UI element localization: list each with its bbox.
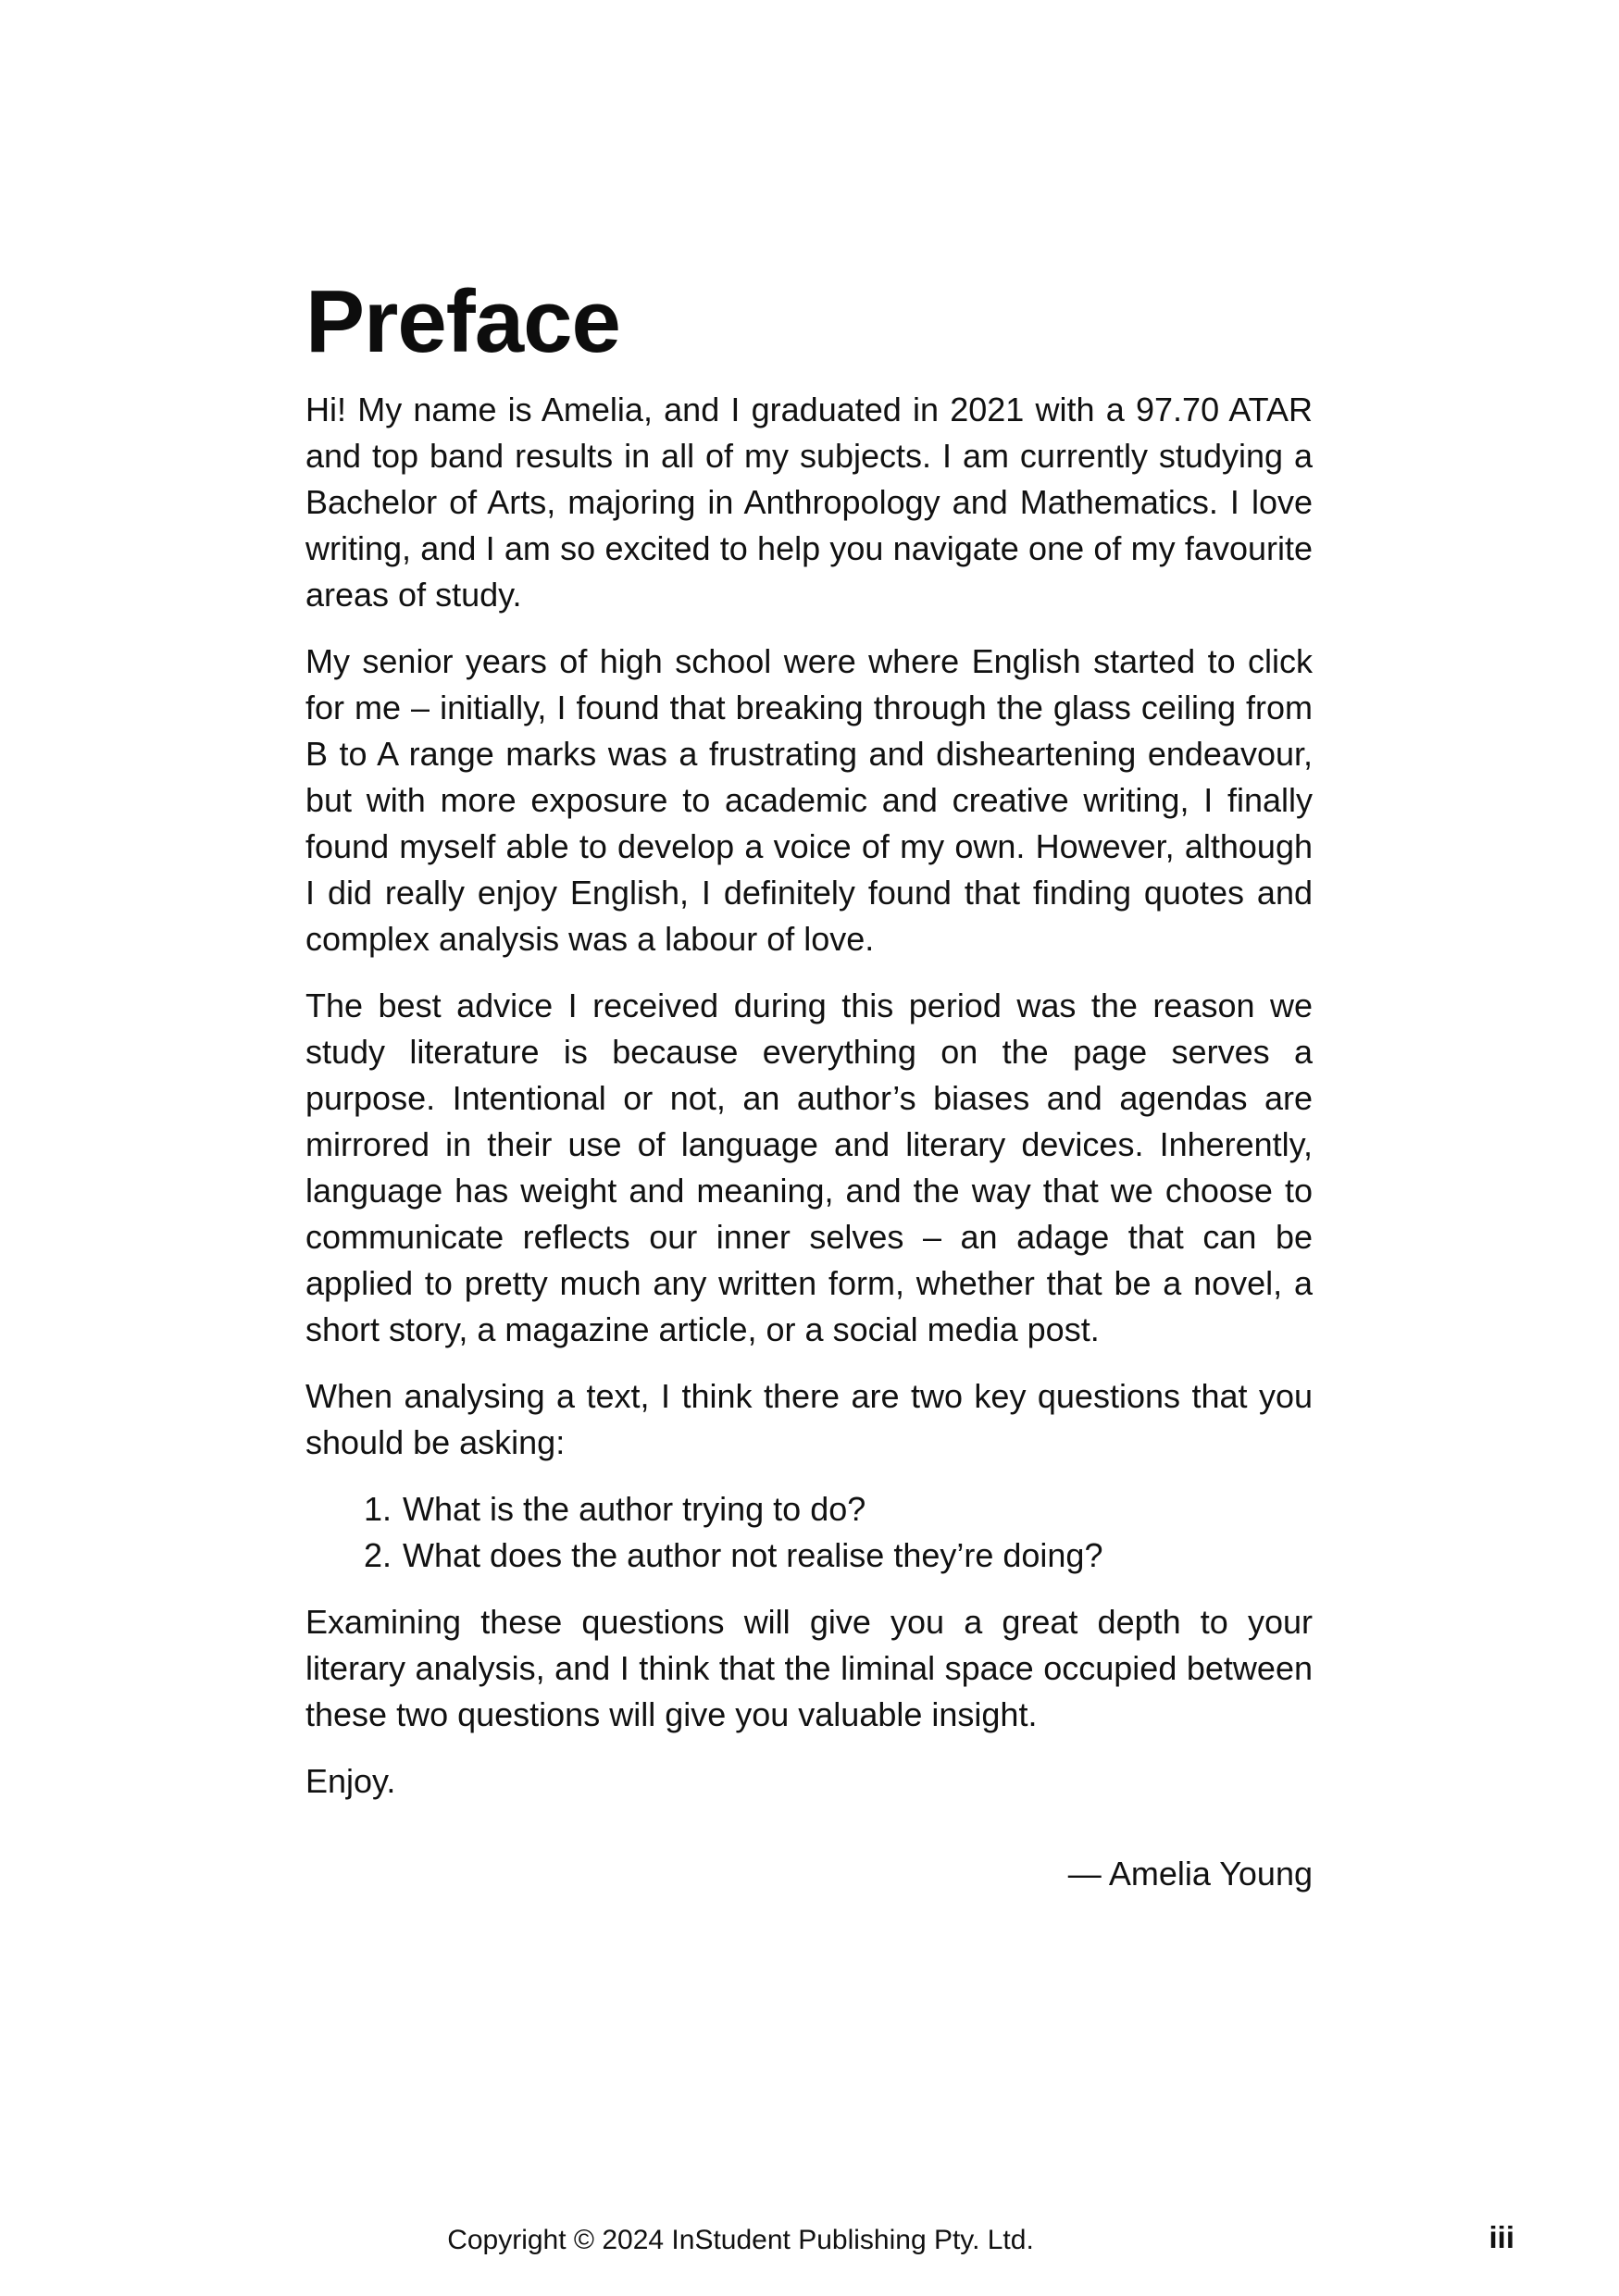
page-title: Preface bbox=[305, 272, 620, 371]
signoff-text: Enjoy. bbox=[305, 1762, 396, 1800]
list-item bbox=[305, 1533, 1313, 1579]
page-number: iii bbox=[1488, 2220, 1514, 2254]
list-item-number: 1. bbox=[363, 1490, 392, 1528]
list-item-text: What does the author not realise they’re doing? bbox=[403, 1536, 1103, 1574]
paragraph-intro: Hi! My name is Amelia, and I graduated in 2021 with a 97.70 ATAR and top band results in all of my subjects. I am currently studying a Bachelor of Arts, majoring in Anthropology and Mathematics. I love writing, and I am so excited to help you navigate one of my favourite areas of study. bbox=[305, 391, 1313, 614]
paragraph-closing: Examining these questions will give you a great depth to your literary analysis, and I think that the liminal space occupied between these two questions will give you valuable insight. bbox=[305, 1603, 1313, 1733]
author-signature: — Amelia Young bbox=[1067, 1855, 1313, 1893]
list-item-text: What is the author trying to do? bbox=[403, 1490, 866, 1528]
preface-section bbox=[305, 272, 1313, 1897]
paragraph-best-advice: The best advice I received during this period was the reason we study literature is because everything on the page serves a purpose. Intentional or not, an author’s biases and agendas are mirrored in their use of language and literary devices. Inherently, language has weight and meaning, and the way that we choose to communicate reflects our inner selves – an adage that can be applied to pretty much any written form, whether that be a novel, a short story, a magazine article, or a social media post. bbox=[305, 987, 1313, 1348]
footer-copyright: Copyright © 2024 InStudent Publishing Pty. Ltd. bbox=[447, 2225, 1034, 2255]
paragraph-key-questions-intro: When analysing a text, I think there are two key questions that you should be asking: bbox=[305, 1377, 1313, 1461]
list-item bbox=[305, 1486, 1313, 1533]
paragraph-senior-years: My senior years of high school were where English started to click for me – initially, I found that breaking through the glass ceiling from B to A range marks was a frustrating and disheartening endeavour, but with more exposure to academic and creative writing, I finally found myself able to develop a voice of my own. However, although I did really enjoy English, I definitely found that finding quotes and complex analysis was a labour of love. bbox=[305, 642, 1313, 958]
key-questions-list bbox=[305, 1486, 1313, 1579]
list-item-number: 2. bbox=[363, 1536, 392, 1574]
